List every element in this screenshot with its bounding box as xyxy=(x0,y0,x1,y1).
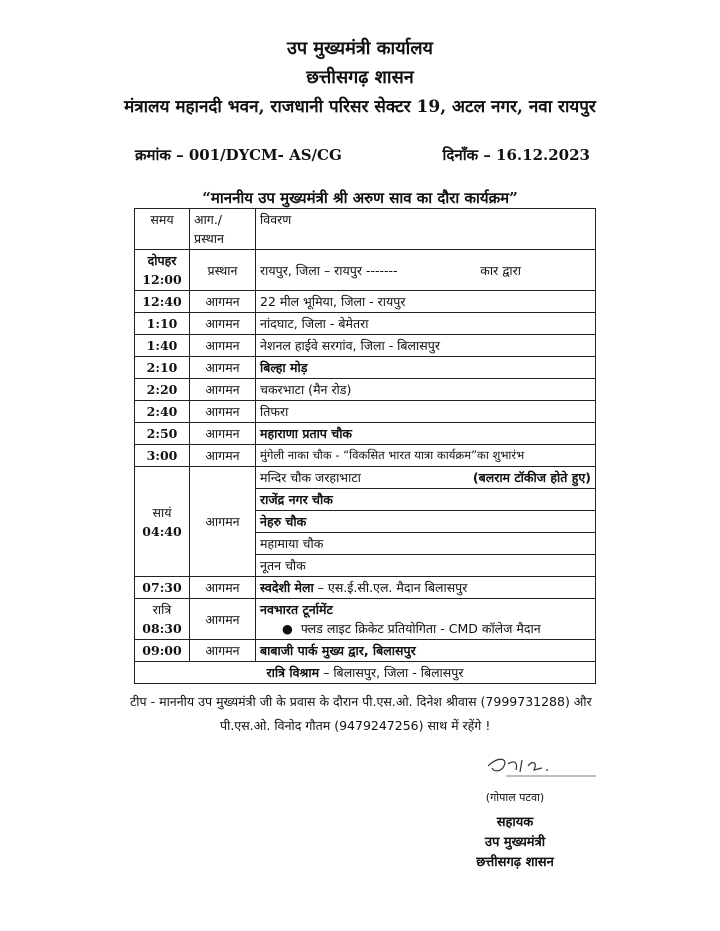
detail-cell: बिल्हा मोड़ xyxy=(256,357,596,379)
table-row xyxy=(135,357,596,379)
office-address: मंत्रालय महानदी भवन, राजधानी परिसर सेक्टर 19, अटल नगर, नवा रायपुर xyxy=(124,97,596,117)
detail-cell: नूतन चौक xyxy=(256,555,596,577)
office-title: उप मुख्यमंत्री कार्यालय xyxy=(287,38,433,59)
time-period: सायं xyxy=(152,504,172,520)
signatory-name: (गोपाल पटवा) xyxy=(485,791,545,804)
table-row xyxy=(135,662,596,684)
type-cell: आगमन xyxy=(190,577,256,599)
detail-bold: स्वदेशी मेला xyxy=(260,580,314,595)
type-cell: आगमन xyxy=(190,599,256,640)
time-cell: 07:30 xyxy=(135,577,190,599)
bullet-item: ● फ्लड लाइट क्रिकेट प्रतियोगिता - CMD कॉलेज मैदान xyxy=(282,621,541,636)
detail-text: मन्दिर चौक जरहाभाटा xyxy=(260,470,361,485)
time-value: 12:00 xyxy=(142,272,182,287)
detail-cell: नेहरु चौक xyxy=(256,511,596,533)
detail-cell xyxy=(256,599,596,640)
schedule-table xyxy=(134,208,596,684)
time-cell: 12:40 xyxy=(135,291,190,313)
time-cell: 2:40 xyxy=(135,401,190,423)
programme-title: “माननीय उप मुख्यमंत्री श्री अरुण साव का दौरा कार्यक्रम” xyxy=(202,189,518,207)
time-cell: 2:50 xyxy=(135,423,190,445)
signatory-office: उप मुख्यमंत्री xyxy=(484,835,546,850)
reference-date: दिनाँक – 16.12.2023 xyxy=(442,146,590,164)
note-line-1: टीप - माननीय उप मुख्यमंत्री जी के प्रवास के दौरान पी.एस.ओ. दिनेश श्रीवास (7999731288) और xyxy=(130,694,592,709)
table-row xyxy=(135,291,596,313)
signatory-designation: सहायक xyxy=(496,815,534,830)
type-cell: आगमन xyxy=(190,445,256,467)
table-row xyxy=(135,577,596,599)
time-cell xyxy=(135,599,190,640)
time-period: दोपहर xyxy=(147,253,177,268)
detail-text: रायपुर, जिला – रायपुर ------- xyxy=(260,262,398,278)
time-value: 04:40 xyxy=(142,523,182,539)
time-value: 08:30 xyxy=(142,621,182,636)
detail-cell xyxy=(256,467,596,489)
detail-cell: बाबाजी पार्क मुख्य द्वार, बिलासपुर xyxy=(256,640,596,662)
detail-cell xyxy=(256,577,596,599)
time-cell xyxy=(135,467,190,577)
type-cell: आगमन xyxy=(190,335,256,357)
note-block xyxy=(130,690,600,738)
table-row xyxy=(135,467,596,489)
bullet-text: फ्लड लाइट क्रिकेट प्रतियोगिता - CMD कॉलेज मैदान xyxy=(300,621,541,636)
detail-cell: नेशनल हाईवे सरगांव, जिला - बिलासपुर xyxy=(256,335,596,357)
detail-cell: मुंगेली नाका चौक - “विकसित भारत यात्रा कार्यक्रम”का शुभारंभ xyxy=(256,445,596,467)
detail-cell: चकरभाटा (मैन रोड) xyxy=(256,379,596,401)
table-row xyxy=(135,445,596,467)
table-row xyxy=(135,313,596,335)
travel-mode: कार द्वारा xyxy=(480,262,521,278)
detail-cell: नांदघाट, जिला - बेमेतरा xyxy=(256,313,596,335)
header-detail: विवरण xyxy=(256,209,596,250)
type-cell: आगमन xyxy=(190,357,256,379)
government-title: छत्तीसगढ़ शासन xyxy=(306,67,414,88)
detail-cell: महाराणा प्रताप चौक xyxy=(256,423,596,445)
signatory-government: छत्तीसगढ़ शासन xyxy=(476,855,554,870)
detail-cell: 22 मील भूमिया, जिला - रायपुर xyxy=(256,291,596,313)
detail-text: नवभारत टूर्नामेंट xyxy=(260,602,333,617)
detail-cell: राजेंद्र नगर चौक xyxy=(256,489,596,511)
type-cell: आगमन xyxy=(190,291,256,313)
time-period: रात्रि xyxy=(152,602,172,617)
header-type: आग./ प्रस्थान xyxy=(190,209,256,250)
time-cell: 1:40 xyxy=(135,335,190,357)
detail-bold: रात्रि विश्राम xyxy=(266,665,320,680)
detail-cell: महामाया चौक xyxy=(256,533,596,555)
table-row xyxy=(135,640,596,662)
time-cell: 1:10 xyxy=(135,313,190,335)
type-cell: आगमन xyxy=(190,467,256,577)
time-cell: 2:20 xyxy=(135,379,190,401)
detail-text: – बिलासपुर, जिला - बिलासपुर xyxy=(319,665,464,680)
type-cell: आगमन xyxy=(190,379,256,401)
reference-number: क्रमांक – 001/DYCM- AS/CG xyxy=(135,146,342,164)
detail-cell xyxy=(256,250,596,291)
time-cell: 2:10 xyxy=(135,357,190,379)
table-row xyxy=(135,599,596,640)
night-stay-cell xyxy=(135,662,596,684)
table-row xyxy=(135,379,596,401)
note-line-2: पी.एस.ओ. विनोद गौतम (9479247256) साथ में रहेंगे ! xyxy=(220,718,491,733)
signature-mark xyxy=(484,752,599,782)
table-header-row xyxy=(135,209,596,250)
time-cell: 09:00 xyxy=(135,640,190,662)
table-row xyxy=(135,250,596,291)
header-time: समय xyxy=(135,209,190,250)
table-row xyxy=(135,423,596,445)
type-cell: आगमन xyxy=(190,423,256,445)
time-cell xyxy=(135,250,190,291)
table-row xyxy=(135,335,596,357)
table-row xyxy=(135,401,596,423)
type-cell: आगमन xyxy=(190,401,256,423)
type-cell: आगमन xyxy=(190,313,256,335)
route-note: (बलराम टॉकीज होते हुए) xyxy=(472,470,591,485)
type-cell: आगमन xyxy=(190,640,256,662)
type-cell: प्रस्थान xyxy=(190,250,256,291)
detail-text: – एस.ई.सी.एल. मैदान बिलासपुर xyxy=(313,580,468,595)
detail-cell: तिफरा xyxy=(256,401,596,423)
time-cell: 3:00 xyxy=(135,445,190,467)
